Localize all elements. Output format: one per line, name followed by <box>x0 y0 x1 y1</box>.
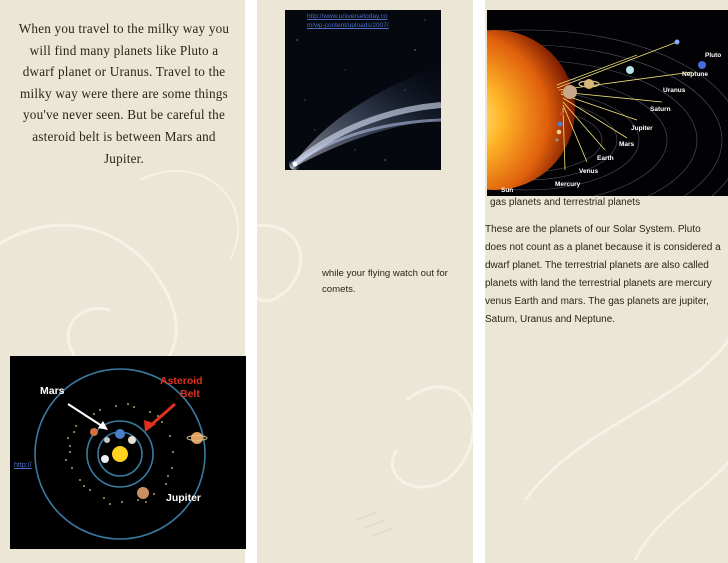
comet-note: while your flying watch out for comets. <box>322 268 448 295</box>
comet-illustration <box>285 10 441 170</box>
jupiter-label: Jupiter <box>631 125 653 132</box>
earth-label: Earth <box>597 155 614 162</box>
comet-image <box>285 10 441 170</box>
jupiter-label: Jupiter <box>166 492 202 504</box>
solar-system-paragraph: These are the planets of our Solar System. Pluto does not count as a planet because it is considered a dwarf planet. The terrestrial planets are also called planets with land the terrestrial planets are mercury venus Earth and mars. The gas planets are jupiter, Saturn, Uranus and Neptune. <box>485 224 721 325</box>
asteroid-label: Asteroid <box>160 375 203 387</box>
neptune-label: Neptune <box>682 71 708 78</box>
uranus-label: Uranus <box>663 87 686 94</box>
solar-system-image <box>487 10 728 196</box>
intro-paragraph: When you travel to the milky way you will find many planets like Pluto a dwarf planet or Uranus. Travel to the milky way were there are some things you've never seen. But be careful the asteroid belt is between Mars and Jupiter. <box>18 21 230 166</box>
saturn-label: Saturn <box>650 106 671 113</box>
asteroid-image-link[interactable]: http:// <box>14 462 32 469</box>
belt-label: Belt <box>180 388 200 400</box>
solar-caption: gas planets and terrestrial planets <box>490 197 641 208</box>
mercury-label: Mercury <box>555 181 581 188</box>
comet-image-link[interactable]: http://www.universetoday.com/wp-content/uploads/2007/ <box>307 13 389 29</box>
mars-label: Mars <box>40 385 65 397</box>
asteroid-belt-image <box>10 356 246 549</box>
pluto-label: Pluto <box>705 52 722 59</box>
mars-label: Mars <box>619 141 635 148</box>
solar-system-illustration <box>487 10 728 196</box>
sun-label: Sun <box>501 187 514 194</box>
asteroid-belt-illustration <box>10 356 246 549</box>
venus-label: Venus <box>579 168 599 175</box>
